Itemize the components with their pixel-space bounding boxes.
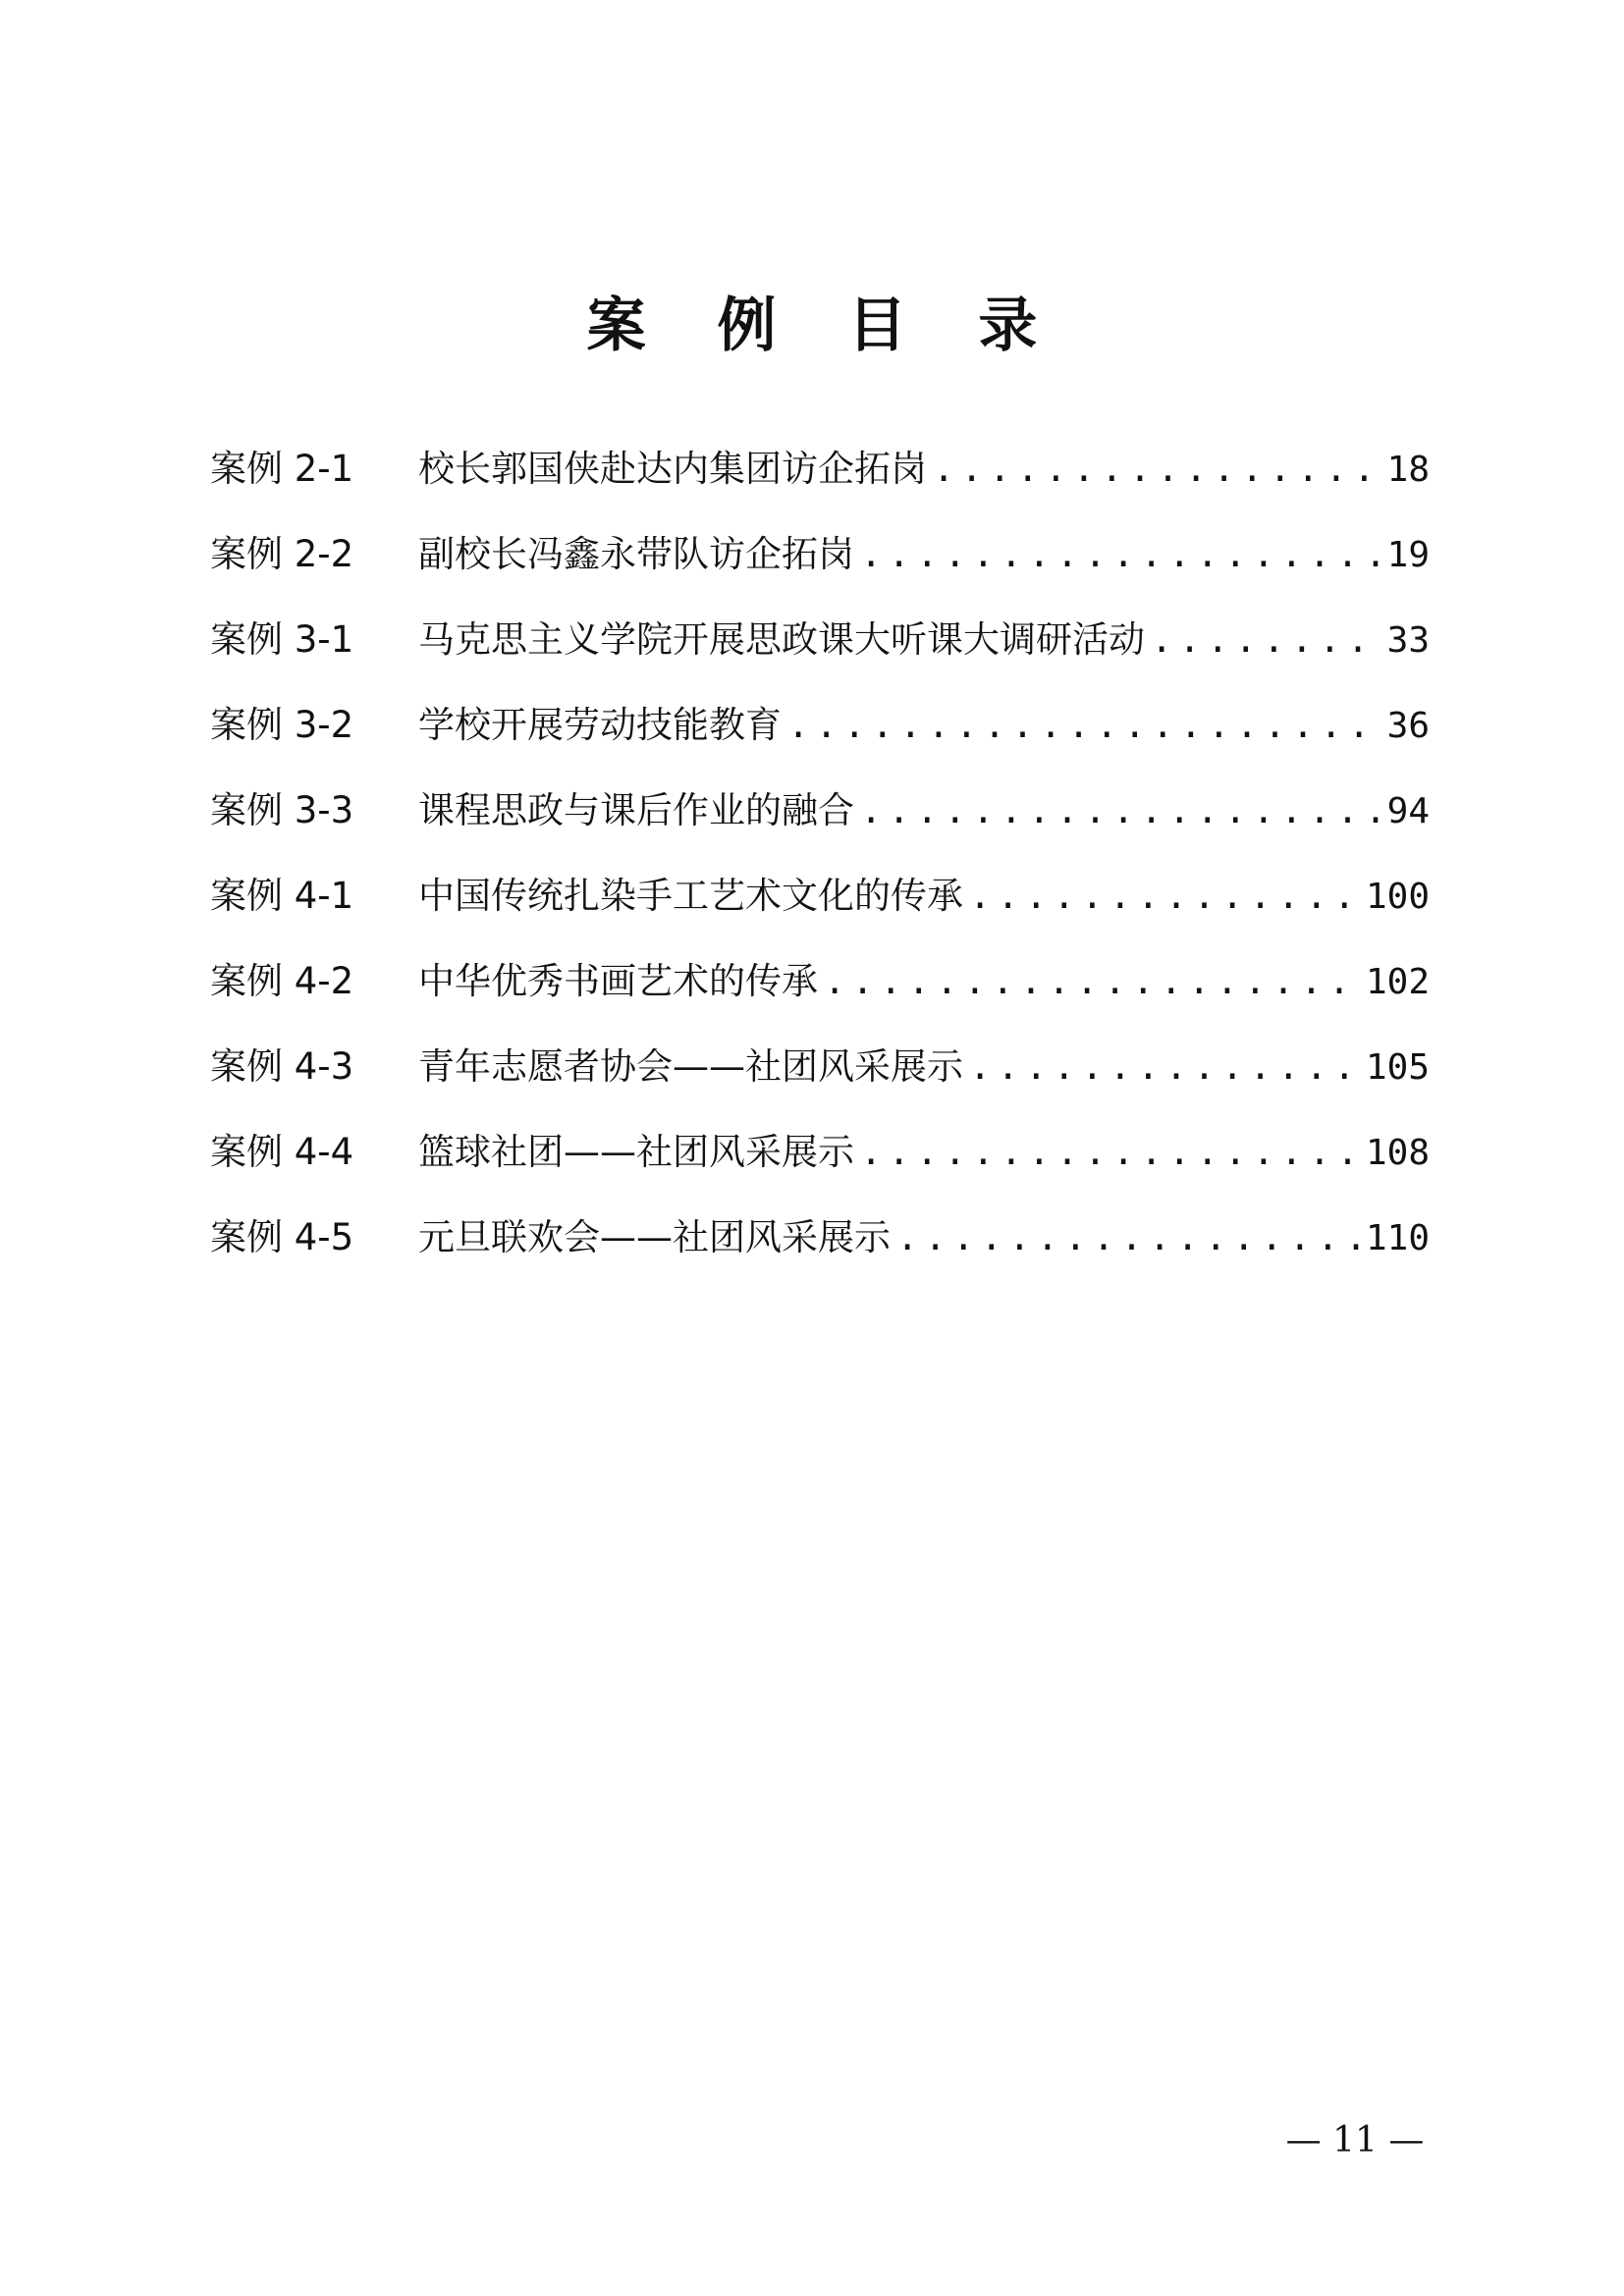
dot-leader	[896, 1210, 1360, 1265]
case-title: 马克思主义学院开展思政课大听课大调研活动	[418, 618, 1145, 661]
case-number: 案例 3-3	[210, 789, 354, 831]
page-reference: 18	[1386, 450, 1430, 490]
case-title: 青年志愿者协会——社团风采展示	[418, 1045, 963, 1088]
page-reference: 19	[1386, 535, 1430, 575]
page-reference: 108	[1365, 1133, 1430, 1173]
toc-entry[interactable]	[210, 1125, 1430, 1210]
page-number: — 11 —	[1285, 2120, 1425, 2161]
toc-entry[interactable]	[210, 954, 1430, 1040]
page-reference: 33	[1386, 620, 1430, 661]
case-number: 案例 4-1	[210, 875, 354, 917]
case-number: 案例 2-1	[210, 448, 354, 490]
case-title: 元旦联欢会——社团风采展示	[418, 1216, 891, 1258]
dot-leader	[860, 527, 1381, 582]
page-reference: 105	[1365, 1047, 1430, 1088]
dot-leader	[969, 1040, 1360, 1095]
case-number: 案例 4-4	[210, 1131, 354, 1173]
page-reference: 36	[1386, 706, 1430, 746]
case-title: 课程思政与课后作业的融合	[418, 789, 854, 831]
toc-entry[interactable]	[210, 783, 1430, 869]
case-title: 副校长冯鑫永带队访企拓岗	[418, 533, 854, 575]
toc-entry[interactable]	[210, 1210, 1430, 1296]
case-number: 案例 3-1	[210, 618, 354, 661]
toc-entry[interactable]	[210, 442, 1430, 527]
case-title: 篮球社团——社团风采展示	[418, 1131, 854, 1173]
dot-leader	[787, 698, 1381, 753]
page-title: 案 例 目 录	[586, 292, 1063, 360]
case-title: 学校开展劳动技能教育	[418, 704, 782, 746]
toc-entry[interactable]	[210, 869, 1430, 954]
case-number: 案例 2-2	[210, 533, 354, 575]
case-number: 案例 4-2	[210, 960, 354, 1002]
page-reference: 110	[1365, 1218, 1430, 1258]
toc-entry[interactable]	[210, 613, 1430, 698]
dot-leader	[860, 783, 1381, 838]
dot-leader	[860, 1125, 1360, 1180]
page-reference: 102	[1365, 962, 1430, 1002]
dot-leader	[969, 869, 1360, 924]
case-number: 案例 3-2	[210, 704, 354, 746]
case-title: 中国传统扎染手工艺术文化的传承	[418, 875, 963, 917]
toc-entry[interactable]	[210, 1040, 1430, 1125]
case-number: 案例 4-5	[210, 1216, 354, 1258]
page-reference: 100	[1365, 877, 1430, 917]
page-reference: 94	[1386, 791, 1430, 831]
toc-entry[interactable]	[210, 698, 1430, 783]
case-title: 校长郭国侠赴达内集团访企拓岗	[418, 448, 927, 490]
case-title: 中华优秀书画艺术的传承	[418, 960, 818, 1002]
dot-leader	[1151, 613, 1381, 667]
dot-leader	[824, 954, 1360, 1009]
toc-entry[interactable]	[210, 527, 1430, 613]
dot-leader	[933, 442, 1381, 497]
case-number: 案例 4-3	[210, 1045, 354, 1088]
table-of-contents	[210, 442, 1430, 1296]
